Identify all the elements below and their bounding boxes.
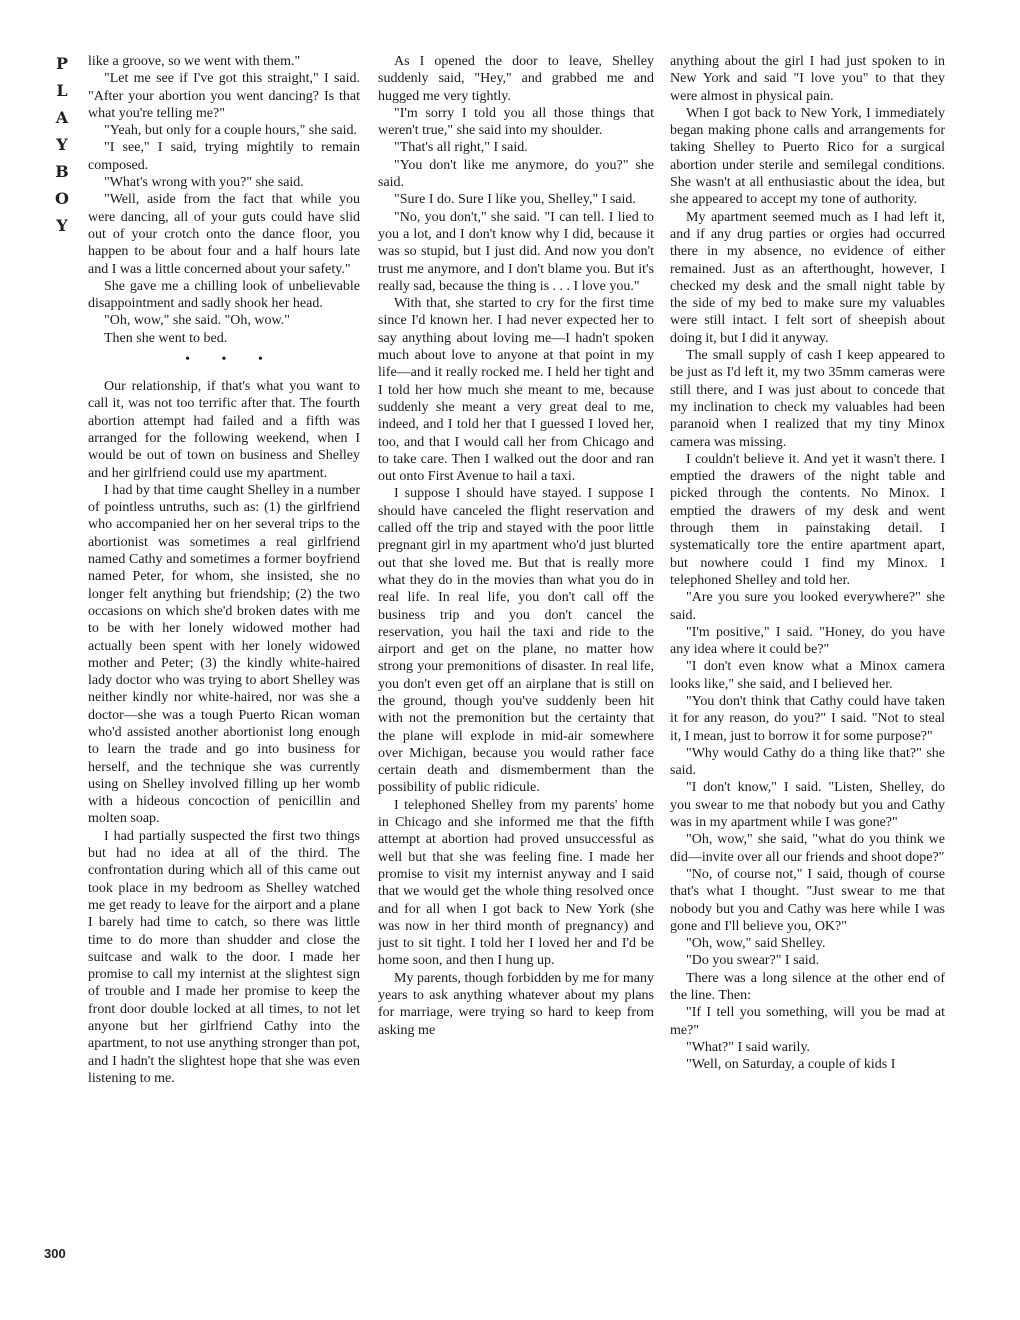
paragraph: With that, she started to cry for the first time since I'd known her. I had never expected her to say anything about loving me—I hadn't spoken much about love to anyone at that point in my life—and it really rocked me. I held her tight and I told her how much she meant to me, because suddenly she meant a very great deal to me, indeed, and I told her that I guessed I loved her, too, and that I would call her from Chicago and to take care. Then I walked out the door and ran out onto First Avenue to hail a taxi. <box>378 296 654 485</box>
paragraph: I couldn't believe it. And yet it wasn't there. I emptied the drawers of the night table and picked through the contents. No Minox. I emptied the drawers of my desk and went through them in painstaking detail. I systematically tore the entire apartment apart, but nowhere could I find my Minox. I telephoned Shelley and told her. <box>670 451 945 588</box>
paragraph: "Yeah, but only for a couple hours," she said. <box>104 123 358 139</box>
paragraph: "That's all right," I said. <box>394 140 528 156</box>
paragraph: "Well, aside from the fact that while you were dancing, all of your guts could have slid out of your crotch onto the dance floor, you happen to be about four and a half hours late and I was a little concerned about your safety." <box>88 192 360 277</box>
paragraph: My apartment seemed much as I had left it, and if any drug parties or orgies had occurred there in my absence, no evidence of either remained. Just as an afterthought, however, I checked my desk and the small night table by the side of my bed to make sure my valuables were still intact. I felt sort of sheepish about doing it, but I did it anyway. <box>670 209 945 346</box>
paragraph: "What?" I said warily. <box>686 1039 811 1055</box>
paragraph: I suppose I should have stayed. I suppose I should have canceled the flight reservation and called off the trip and stayed with the poor little pregnant girl in my apartment who'd just blurted out that she loved me. But that is really more what they do in the movies than what you do in real life. In real life, you don't call off the business trip and you don't cancel the reservation, you hail the taxi and ride to the airport and get on the plane, no matter how strong your premonitions of disaster. In real life, you don't even get off an airplane that is still on the ground, though you've suddenly been hit with not the premonition but the certainty that the plane will explode in mid-air somewhere over Michigan, because you would rather face certain death and dismemberment than the possibility of public ridicule. <box>378 486 654 796</box>
paragraph: Then she went to bed. <box>104 330 228 346</box>
paragraph: Our relationship, if that's what you want to call it, was not too terrific after that. The fourth abortion attempt had failed and a fifth was arranged for the following weekend, when I would be out of town on business and Shelley and her girlfriend could use my apartment. <box>88 379 360 481</box>
paragraph: There was a long silence at the other end of the line. Then: <box>670 970 945 1004</box>
paragraph: "Oh, wow," she said. "Oh, wow." <box>104 313 290 329</box>
paragraph: "Well, on Saturday, a couple of kids I <box>686 1057 896 1073</box>
paragraph: I telephoned Shelley from my parents' home in Chicago and she informed me that the fifth attempt at abortion had proved unsuccessful as well but that she was feeling fine. I made her promise to visit my internist anyway and I said that we would get the whole thing resolved once and for all when I got back to New York (she was now in her third month of pregnancy) and just to sit tight. I told her I loved her and I'd be home soon, and then I hung up. <box>378 797 654 969</box>
paragraph: "No, you don't," she said. "I can tell. I lied to you a lot, and I don't know why I did, because it was so stupid, but I just did. And now you don't trust me anymore, and I don't blame you. But it's really sad, because the thing is . . . I love you." <box>378 209 654 294</box>
paragraph: When I got back to New York, I immediately began making phone calls and arrangements for taking Shelley to Puerto Rico for a surgical abortion under sterile and semilegal conditions. She wasn't at all enthusiastic about the idea, but she appeared to accept my tone of authority. <box>670 105 945 208</box>
paragraph: "Oh, wow," said Shelley. <box>686 936 826 952</box>
magazine-masthead: P L A Y B O Y <box>55 54 69 235</box>
paragraph: "You don't like me anymore, do you?" she said. <box>378 157 654 191</box>
paragraph: "Are you sure you looked everywhere?" she said. <box>670 590 945 623</box>
paragraph: "Sure I do. Sure I like you, Shelley," I said. <box>394 192 636 208</box>
paragraph: "I'm sorry I told you all those things that weren't true," she said into my shoulder. <box>378 105 654 139</box>
paragraph: I had by that time caught Shelley in a number of pointless untruths, such as: (1) the girlfriend who accompanied her on her several trips to the abortionist was sometimes a real girlfriend named Cathy and sometimes a former boyfriend named Peter, for whom, she insisted, she no longer felt anything but friendship; (2) the two occasions on which she'd broken dates with me to be with her lonely widowed mother had actually been spent with her lonely widowed mother and Peter; (3) the kindly white-haired lady doctor who was trying to abort Shelley was neither kindly nor white-haired, nor was she a doctor—she was a tough Puerto Rican woman who'd assisted another abortionist long enough to learn the trade and go into business for herself, and the technique she was currently using on Shelley involved filling up her womb with a hideous concoction of penicillin and molten soap. <box>88 482 360 827</box>
paragraph: "I'm positive," I said. "Honey, do you have any idea where it could be?" <box>670 624 945 658</box>
paragraph: "Let me see if I've got this straight," I said. "After your abortion you went dancing? Is that what you're telling me?" <box>88 71 360 121</box>
paragraph: "Why would Cathy do a thing like that?" she said. <box>670 745 945 779</box>
paragraph: The small supply of cash I keep appeared to be just as I'd left it, my two 35mm cameras were still there, and I was just about to concede that my inclination to check my valuables had been paranoid when I realized that my tiny Minox camera was missing. <box>670 348 945 450</box>
paragraph: My parents, though forbidden by me for many years to ask anything whatever about my plans for marriage, were trying so hard to keep from asking me <box>378 970 654 1038</box>
paragraph: "No, of course not," I said, though of course that's what I thought. "Just swear to me that nobody but you and Cathy was here while I was gone and I'll believe you, OK?" <box>670 866 945 934</box>
paragraph: "You don't think that Cathy could have taken it for any reason, do you?" I said. "Not to steal it, I mean, just to borrow it for some purpose?" <box>670 693 945 744</box>
section-break: • • • <box>185 352 277 368</box>
text-column-2 <box>378 53 654 1039</box>
paragraph: "I don't even know what a Minox camera looks like," she said, and I believed her. <box>670 659 945 692</box>
paragraph: "Oh, wow," she said, "what do you think we did—invite over all our friends and shoot dope?" <box>670 832 945 865</box>
paragraph: "What's wrong with you?" she said. <box>104 175 304 191</box>
paragraph: anything about the girl I had just spoken to in New York and said "I love you" to that they were almost in physical pain. <box>670 54 945 104</box>
text-column-1 <box>88 53 360 1087</box>
text-column-3 <box>670 53 945 1074</box>
paragraph: like a groove, so we went with them." <box>88 54 301 69</box>
paragraph: "Do you swear?" I said. <box>686 953 820 969</box>
page-number: 300 <box>44 1246 66 1261</box>
paragraph: "I don't know," I said. "Listen, Shelley, do you swear to me that nobody but you and Cathy was in my apartment while I was gone?" <box>670 780 945 831</box>
paragraph: She gave me a chilling look of unbelievable disappointment and sadly shook her head. <box>88 278 360 312</box>
paragraph: "I see," I said, trying mightily to remain composed. <box>88 140 360 173</box>
paragraph: I had partially suspected the first two things but had no idea at all of the third. The confrontation during which all of this came out took place in my bedroom as Shelley watched me get ready to leave for the airport and a plane I barely had time to catch, so there was little time to do more than shudder and close the suitcase and walk to the door. I made her promise to call my internist at the slightest sign of trouble and I made her promise to keep the front door double locked at all times, to not let anyone but her girlfriend Cathy into the apartment, to not use anything stronger than pot, and I hadn't the slightest hope that she was even listening to me. <box>88 828 360 1086</box>
paragraph: "If I tell you something, will you be mad at me?" <box>670 1005 945 1038</box>
paragraph: As I opened the door to leave, Shelley suddenly said, "Hey," and grabbed me and hugged me very tightly. <box>378 54 654 104</box>
